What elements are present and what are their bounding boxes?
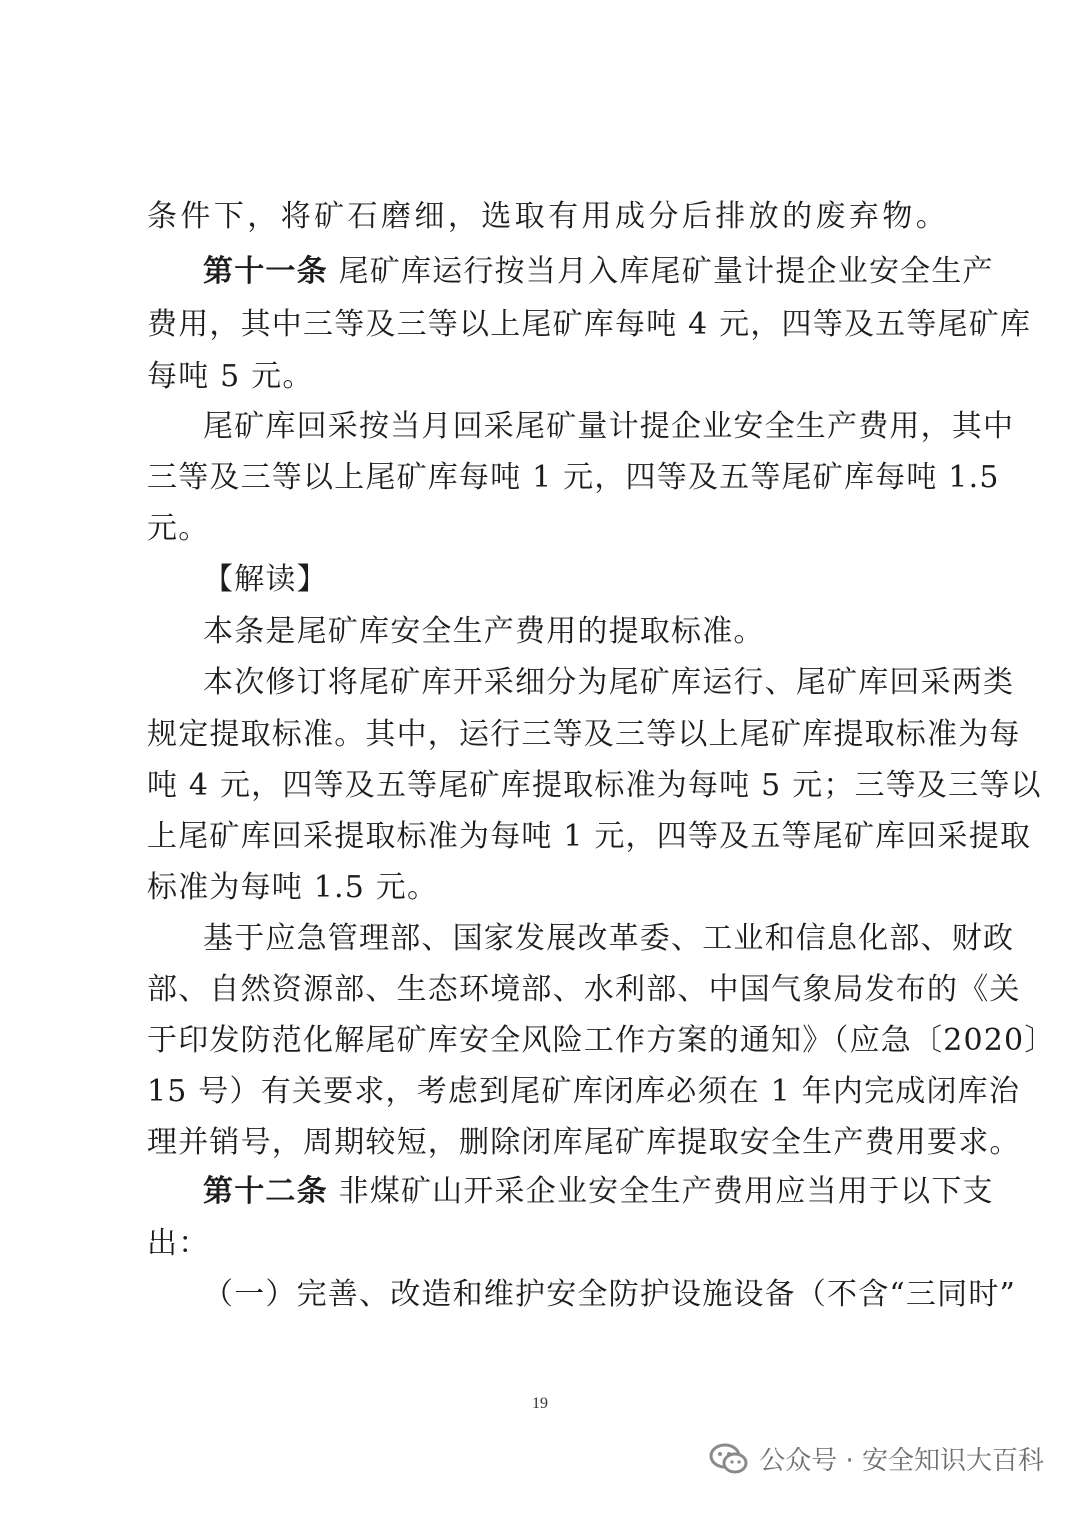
article-heading: 第十二条 [203, 1174, 328, 1209]
text-line: 元。 [147, 511, 210, 546]
text-line: 理并销号，周期较短，删除闭库尾矿库提取安全生产费用要求。 [147, 1125, 1021, 1160]
watermark-text: 公众号 · 安全知识大百科 [759, 1446, 1044, 1476]
text-line: 每吨 5 元。 [147, 359, 314, 394]
text-line: 三等及三等以上尾矿库每吨 1 元，四等及五等尾矿库每吨 1.5 [147, 460, 1000, 495]
interpretation-label: 【解读】 [203, 562, 328, 597]
text-span: 非煤矿山开采企业安全生产费用应当用于以下支 [338, 1174, 994, 1209]
text-line: 基于应急管理部、国家发展改革委、工业和信息化部、财政 [203, 921, 1015, 956]
text-line: 吨 4 元，四等及五等尾矿库提取标准为每吨 5 元；三等及三等以 [147, 768, 1042, 803]
text-line: （一）完善、改造和维护安全防护设施设备（不含“三同时” [203, 1277, 1017, 1312]
text-line: 本次修订将尾矿库开采细分为尾矿库运行、尾矿库回采两类 [203, 665, 1015, 700]
text-line: 于印发防范化解尾矿库安全风险工作方案的通知》（应急〔2020〕 [147, 1023, 1056, 1058]
text-line: 条件下，将矿石磨细，选取有用成分后排放的废弃物。 [147, 199, 947, 234]
watermark [709, 1440, 1044, 1477]
article-heading: 第十一条 [203, 254, 328, 289]
text-line: 出： [147, 1226, 210, 1261]
wechat-icon [709, 1442, 749, 1476]
text-line: 部、自然资源部、生态环境部、水利部、中国气象局发布的《关 [147, 972, 1021, 1007]
text-line: 规定提取标准。其中，运行三等及三等以上尾矿库提取标准为每 [147, 717, 1021, 752]
page-number: 19 [532, 1395, 548, 1412]
article-12-line [203, 1172, 994, 1212]
text-line: 标准为每吨 1.5 元。 [147, 870, 439, 905]
text-line: 本条是尾矿库安全生产费用的提取标准。 [203, 614, 765, 649]
text-line: 尾矿库回采按当月回采尾矿量计提企业安全生产费用，其中 [203, 409, 1015, 444]
text-line: 费用，其中三等及三等以上尾矿库每吨 4 元，四等及五等尾矿库 [147, 307, 1032, 342]
text-line: 上尾矿库回采提取标准为每吨 1 元，四等及五等尾矿库回采提取 [147, 819, 1032, 854]
article-11-line [203, 252, 994, 292]
text-span: 尾矿库运行按当月入库尾矿量计提企业安全生产 [338, 254, 994, 289]
text-line: 15 号）有关要求，考虑到尾矿库闭库必须在 1 年内完成闭库治 [147, 1074, 1021, 1109]
